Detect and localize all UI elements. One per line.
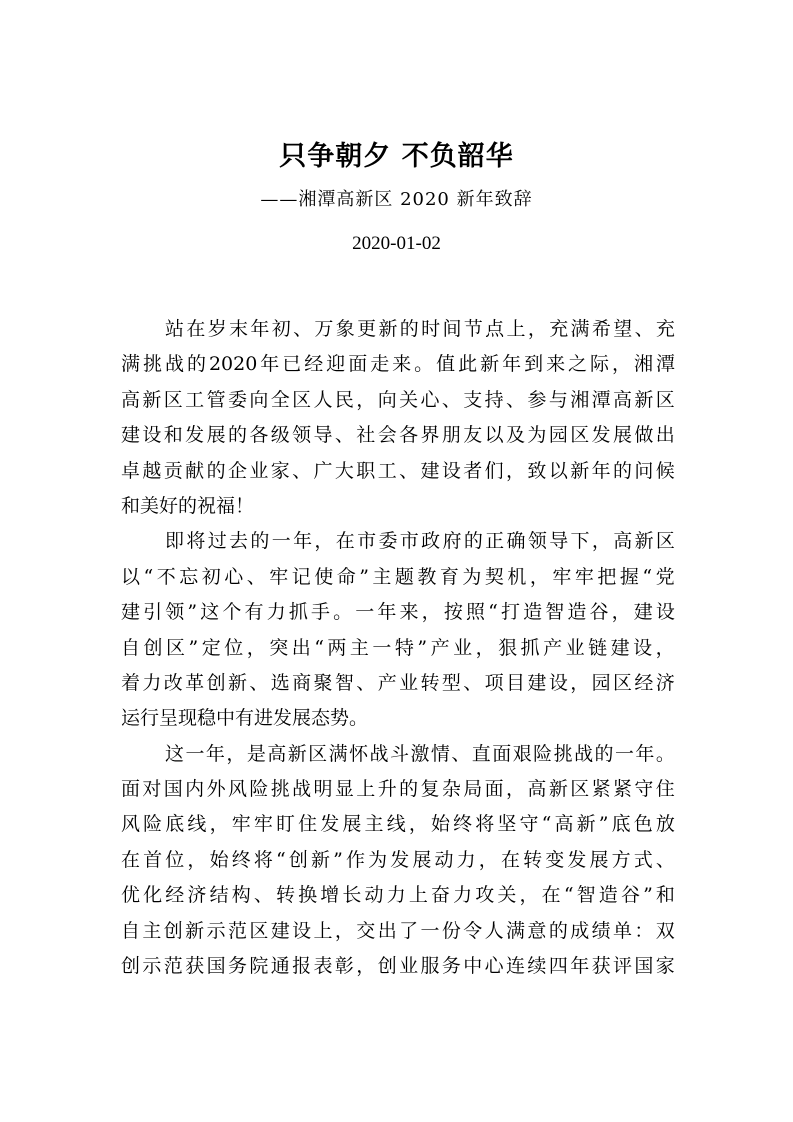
text-line: 卓 越 贡 献 的 企 业 家 、 广 大 职 工 、 建 设 者 们 ， 致 以 新 年 的 问 候 — [121, 459, 675, 482]
text-line: 这 一 年 ， 是 高 新 区 满 怀 战 斗 激 情 、 直 面 艰 险 挑 战 的 一 年 。 — [165, 742, 675, 765]
text-line: 以 “ 不 忘 初 心 、 牢 记 使 命 ” 主 题 教 育 为 契 机 ， 牢 牢 把 握 “ 党 — [121, 565, 675, 588]
text-line: 着 力 改 革 创 新 、 选 商 聚 智 、 产 业 转 型 、 项 目 建 设 ， 园 区 经 济 — [121, 671, 675, 694]
text-line: 满 挑 战 的 2020 年 已 经 迎 面 走 来 。 值 此 新 年 到 来 之 际 ， 湘 潭 — [121, 353, 675, 376]
paragraph-1 — [121, 312, 675, 524]
text-line: 创 示 范 获 国 务 院 通 报 表 彰 ， 创 业 服 务 中 心 连 续 四 年 获 评 国 家 — [121, 955, 675, 978]
text-line: 自 创 区 ” 定 位 ， 突 出 “ 两 主 一 特 ” 产 业 ， 狠 抓 产 业 链 建 设 ， — [121, 636, 675, 659]
text-line: 优 化 经 济 结 构 、 转 换 增 长 动 力 上 奋 力 攻 关 ， 在 “ 智 造 谷 ” 和 — [121, 884, 675, 907]
text-line: 建 设 和 发 展 的 各 级 领 导 、 社 会 各 界 朋 友 以 及 为 园 区 发 展 做 出 — [121, 424, 675, 447]
document-title: 只争朝夕 不负韶华 — [279, 141, 514, 172]
paragraph-2 — [121, 524, 675, 736]
text-line: 运行呈现稳中有进发展态势。 — [121, 707, 369, 730]
text-line: 即 将 过 去 的 一 年 ， 在 市 委 市 政 府 的 正 确 领 导 下 ， 高 新 区 — [165, 530, 675, 553]
text-line: 建 引 领 ” 这 个 有 力 抓 手 。 一 年 来 ， 按 照 “ 打 造 智 造 谷 ， 建 设 — [121, 601, 675, 624]
paragraph-3 — [121, 737, 675, 985]
text-line: 高 新 区 工 管 委 向 全 区 人 民 ， 向 关 心 、 支 持 、 参 与 湘 潭 高 新 区 — [121, 388, 675, 411]
text-line: 在 首 位 ， 始 终 将 “ 创 新 ” 作 为 发 展 动 力 ， 在 转 变 发 展 方 式 、 — [121, 848, 675, 871]
text-line: 和美好的祝福！ — [121, 494, 255, 517]
text-line: 站 在 岁 末 年 初 、 万 象 更 新 的 时 间 节 点 上 ， 充 满 希 望 、 充 — [165, 318, 675, 340]
document-body — [121, 312, 675, 984]
text-line: 风 险 底 线 ， 牢 牢 盯 住 发 展 主 线 ， 始 终 将 坚 守 “ 高 新 ” 底 色 放 — [121, 813, 675, 836]
document-subtitle: ——湘潭高新区 2020 新年致辞 — [260, 189, 533, 210]
document-date: 2020-01-02 — [352, 233, 441, 254]
text-line: 自 主 创 新 示 范 区 建 设 上 ， 交 出 了 一 份 令 人 满 意 的 成 绩 单 ： 双 — [121, 919, 675, 942]
text-line: 面 对 国 内 外 风 险 挑 战 明 显 上 升 的 复 杂 局 面 ， 高 新 区 紧 紧 守 住 — [121, 778, 675, 801]
